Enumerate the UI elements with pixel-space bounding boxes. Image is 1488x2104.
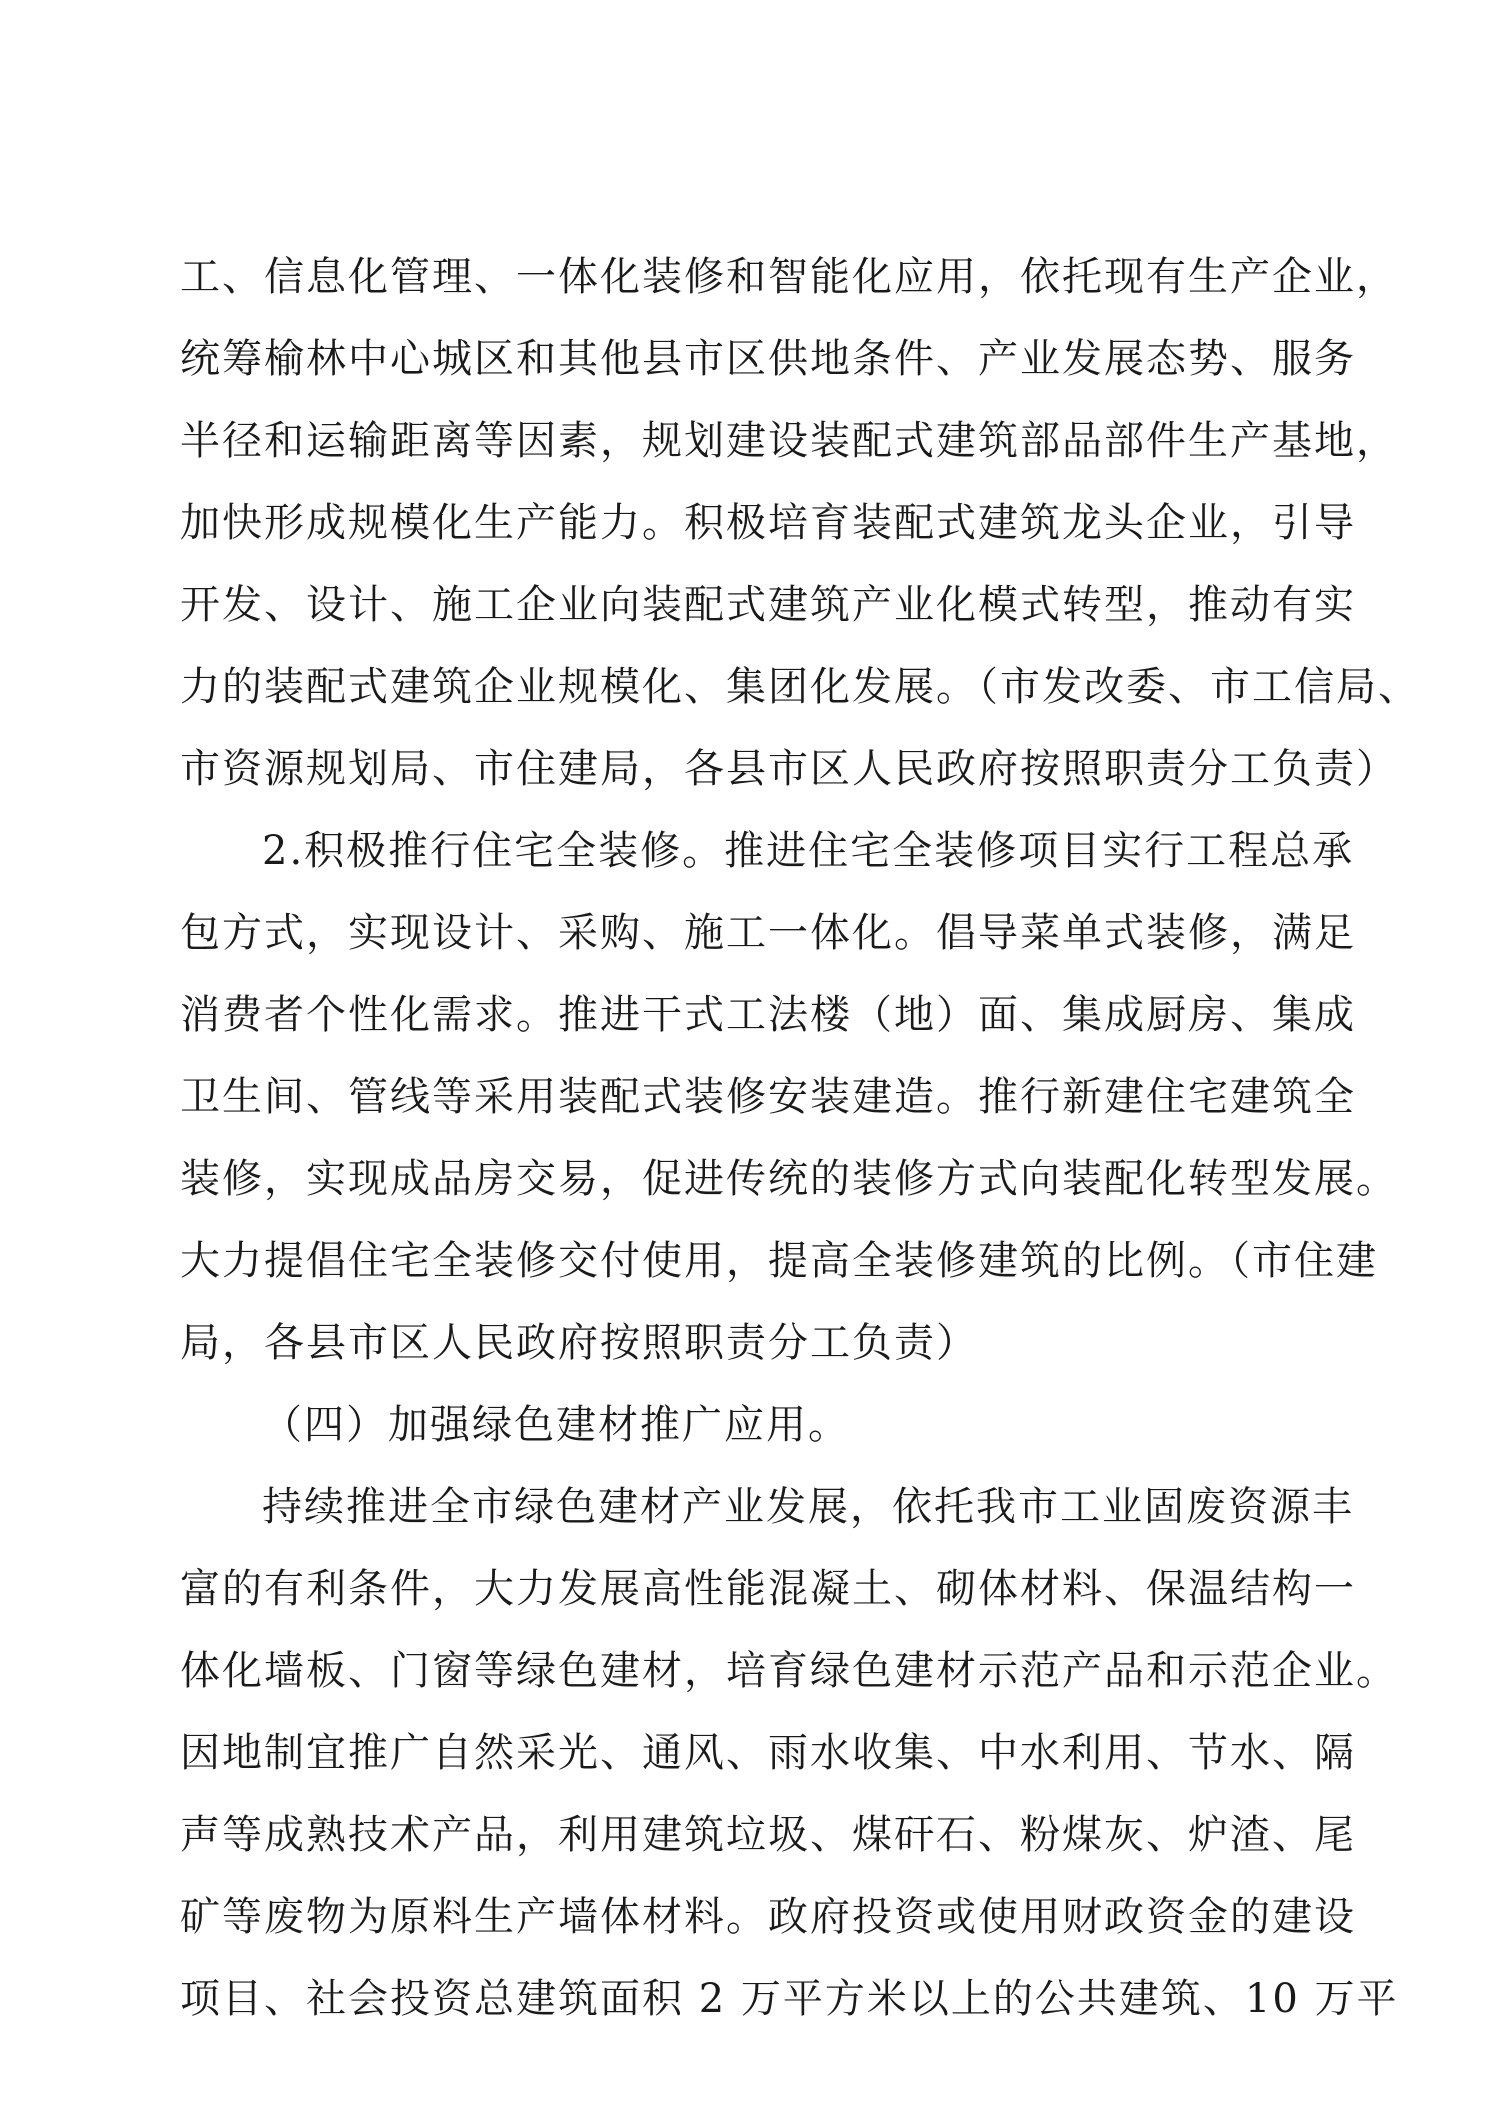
body-text-line: 装修，实现成品房交易，促进传统的装修方式向装配化转型发展。 [180, 1156, 1398, 1202]
body-text-line: 力的装配式建筑企业规模化、集团化发展。（市发改委、市工信局、 [180, 664, 1420, 710]
body-text-line: 大力提倡住宅全装修交付使用，提高全装修建筑的比例。（市住建 [180, 1238, 1378, 1284]
body-text-line: 半径和运输距离等因素，规划建设装配式建筑部品部件生产基地， [180, 418, 1398, 464]
section-heading: （四）加强绿色建材推广应用。 [262, 1402, 850, 1448]
body-text-line: 矿等废物为原料生产墙体材料。政府投资或使用财政资金的建设 [180, 1894, 1356, 1940]
body-text-line: 持续推进全市绿色建材产业发展，依托我市工业固废资源丰 [262, 1484, 1354, 1530]
body-text-line: 声等成熟技术产品，利用建筑垃圾、煤矸石、粉煤灰、炉渣、尾 [180, 1812, 1356, 1858]
body-text-line: 富的有利条件，大力发展高性能混凝土、砌体材料、保温结构一 [180, 1566, 1356, 1612]
body-text-line: 开发、设计、施工企业向装配式建筑产业化模式转型，推动有实 [180, 582, 1356, 628]
body-text-line: 因地制宜推广自然采光、通风、雨水收集、中水利用、节水、隔 [180, 1730, 1356, 1776]
body-text-line: 加快形成规模化生产能力。积极培育装配式建筑龙头企业，引导 [180, 500, 1356, 546]
body-text-line: 统筹榆林中心城区和其他县市区供地条件、产业发展态势、服务 [180, 336, 1356, 382]
body-text-line: 卫生间、管线等采用装配式装修安装建造。推行新建住宅建筑全 [180, 1074, 1356, 1120]
body-text-line: 局，各县市区人民政府按照职责分工负责） [180, 1320, 978, 1366]
body-text-line: 项目、社会投资总建筑面积 2 万平方米以上的公共建筑、10 万平 [180, 1976, 1399, 2022]
body-text-line: 工、信息化管理、一体化装修和智能化应用，依托现有生产企业， [180, 254, 1398, 300]
body-text-line: 体化墙板、门窗等绿色建材，培育绿色建材示范产品和示范企业。 [180, 1648, 1398, 1694]
body-text-line: 消费者个性化需求。推进干式工法楼（地）面、集成厨房、集成 [180, 992, 1356, 1038]
numbered-item-heading: 2.积极推行住宅全装修。推进住宅全装修项目实行工程总承 [262, 828, 1355, 874]
body-text-line: 市资源规划局、市住建局，各县市区人民政府按照职责分工负责） [180, 746, 1398, 792]
body-text-line: 包方式，实现设计、采购、施工一体化。倡导菜单式装修，满足 [180, 910, 1356, 956]
